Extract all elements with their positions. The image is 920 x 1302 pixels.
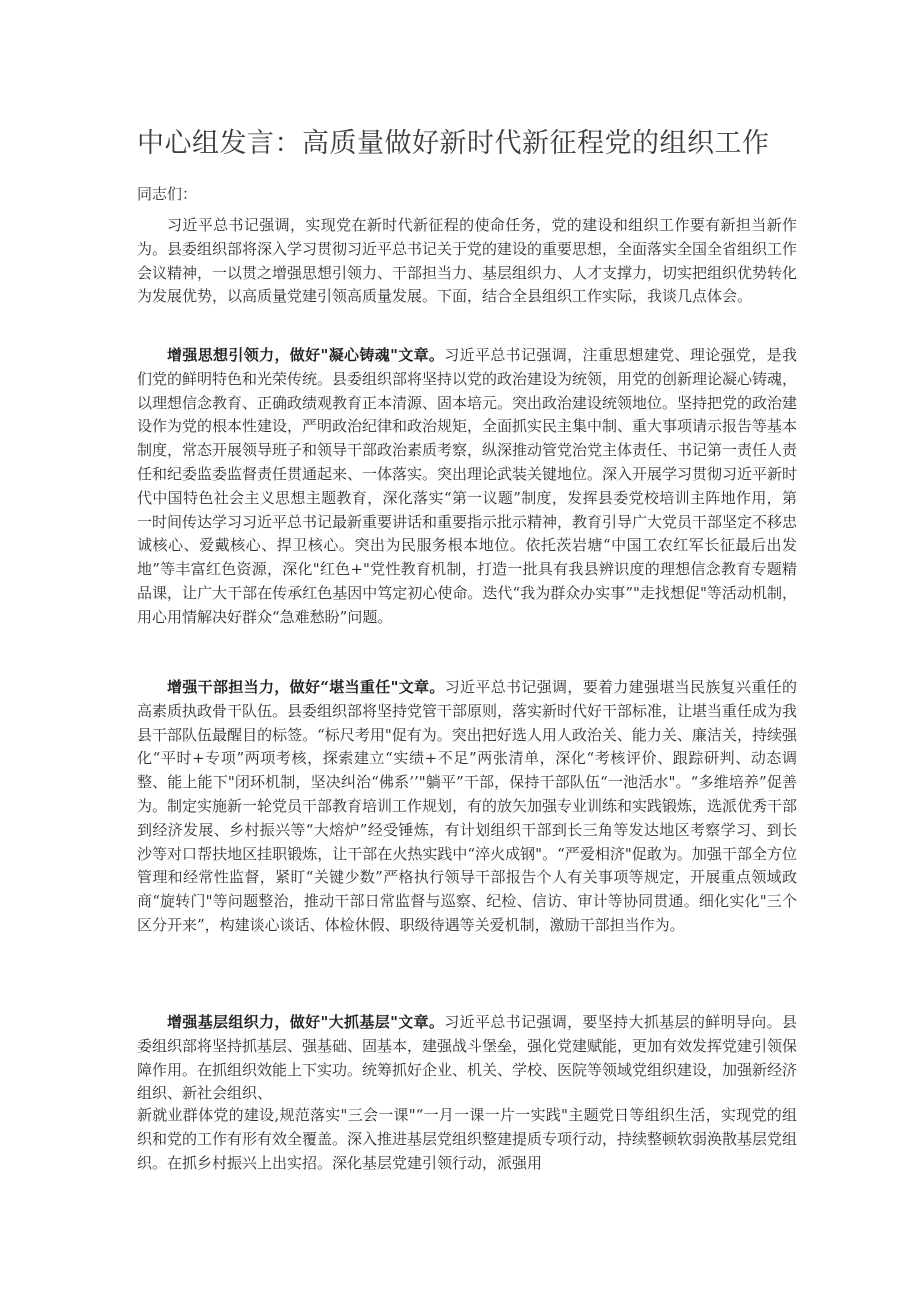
salutation: 同志们： — [137, 185, 198, 203]
section-heading-grassroots: 增强基层组织力，做好"大抓基层"文章。 — [167, 1013, 445, 1031]
section-body-cadre: 习近平总书记强调，要着力建强堪当民族复兴重任的高素质执政骨干队伍。县委组织部将坚持党管干部原则，落实新时代好干部标准，让堪当重任成为我县干部队伍最醒目的标签。“标尺考用"促有为。突出把好选人用人政治关、能力关、廉洁关，持续强化“平时+专项”两项考核，探索建立“实绩+不足”两张清单，深化“考核评价、跟踪研判、动态调整、能上能下"闭环机制，坚决纠治“佛系’’"躺平”干部，保持干部队伍“一池活水"。“多维培养”促善为。制定实施新一轮党员干部教育培训工作规划，有的放矢加强专业训练和实践锻炼，选派优秀干部到经济发展、乡村振兴等“大熔炉”经受锤炼，有计划组织干部到长三角等发达地区考察学习、到长沙等对口帮扶地区挂职锻炼，让干部在火热实践中“淬火成钢"。“严爱相济"促敢为。加强干部全方位管理和经常性监督，紧盯“关键少数”严格执行领导干部报告个人有关事项等规定，开展重点领域政商“旋转门"等问题整治，推动干部日常监督与巡察、纪检、信访、审计等协同贯通。细化实化"三个区分开来”，构建谈心谈话、体检休假、职级待遇等关爱机制，激励干部担当作为。 — [137, 678, 798, 934]
section-body-thought: 习近平总书记强调，注重思想建党、理论强党，是我们党的鲜明特色和光荣传统。县委组织部将坚持以党的政治建设为统领，用党的创新理论凝心铸魂，以理想信念教育、正确政绩观教育正本清源、固本培元。突出政治建设统领地位。坚持把党的政治建设作为党的根本性建设，严明政治纪律和政治规矩，全面抓实民主集中制、重大事项请示报告等基本制度，常态开展领导班子和领导干部政治素质考察，纵深推动管党治党主体责任、书记第一责任人责任和纪委监委监督责任贯通起来、一体落实。突出理论武装关键地位。深入开展学习贯彻习近平新时代中国特色社会主义思想主题教育，深化落实“第一议题”制度，发挥县委党校培训主阵地作用，第一时间传达学习习近平总书记最新重要讲话和重要指示批示精神，教育引导广大党员干部坚定不移忠诚核心、爱戴核心、捍卫核心。突出为民服务根本地位。依托茨岩塘“中国工农红军长征最后出发地”等丰富红色资源，深化"红色+"党性教育机制，打造一批具有我县辨识度的理想信念教育专题精品课，让广大干部在传承红色基因中笃定初心使命。迭代“我为群众办实事”"走找想促"等活动机制，用心用情解决好群众“急难愁盼”问题。 — [137, 346, 798, 626]
section-heading-thought: 增强思想引领力，做好"凝心铸魂"文章。 — [167, 346, 445, 364]
section-body-grassroots: 习近平总书记强调，要坚持大抓基层的鲜明导向。县委组织部将坚持抓基层、强基础、固基本，建强战斗堡垒，强化党建赋能，更加有效发挥党建引领保障作用。在抓组织效能上下实功。统筹抓好企业、机关、学校、医院等领域党组织建设，加强新经济组织、新社会组织、 — [137, 1013, 798, 1103]
section-paragraph-thought — [137, 344, 797, 630]
continuation-paragraph: 新就业群体党的建设,规范落实"三会一课"“一月一课一片一实践"主题党日等组织生活，实现党的组织和党的工作有形有效全覆盖。深入推进基层党组织整建提质专项行动，持续整顿软弱涣散基层党组织。在抓乡村振兴上出实招。深化基层党建引领行动，派强用 — [137, 1106, 798, 1172]
section-paragraph-grassroots — [137, 1011, 797, 1106]
section-heading-cadre: 增强干部担当力，做好“堪当重任"文章。 — [167, 678, 445, 696]
document-title: 中心组发言：高质量做好新时代新征程党的组织工作 — [137, 128, 770, 159]
section-paragraph-cadre — [137, 676, 797, 938]
intro-paragraph: 习近平总书记强调，实现党在新时代新征程的使命任务，党的建设和组织工作要有新担当新作为。县委组织部将深入学习贯彻习近平总书记关于党的建设的重要思想，全面落实全国全省组织工作会议精神，一以贯之增强思想引领力、干部担当力、基层组织力、人才支撑力，切实把组织优势转化为发展优势，以高质量党建引领高质量发展。下面，结合全县组织工作实际，我谈几点体会。 — [137, 216, 798, 306]
